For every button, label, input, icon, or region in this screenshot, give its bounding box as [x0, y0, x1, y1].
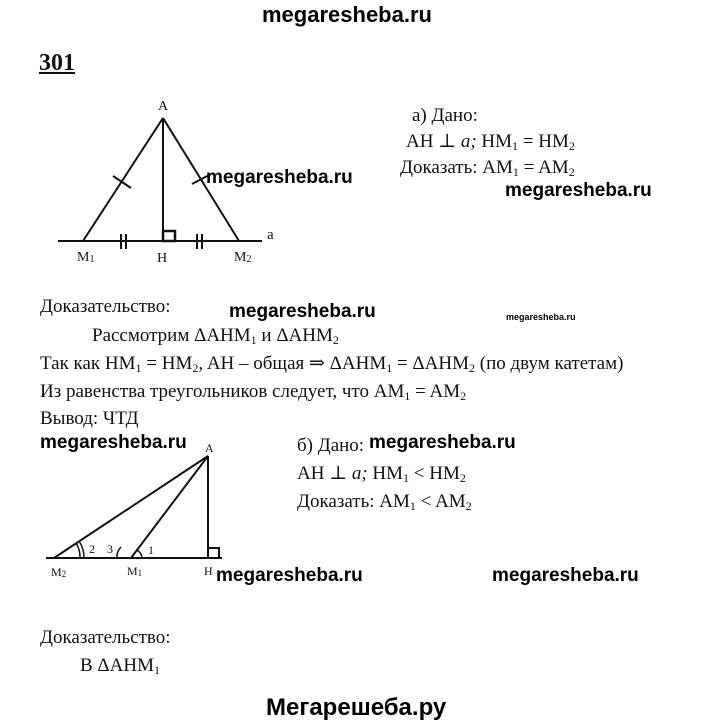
figure-b [46, 456, 222, 558]
watermark-figure-b: megaresheba.ru [216, 565, 363, 586]
watermark-right-b: megaresheba.ru [492, 565, 639, 586]
arc-angle2-2 [76, 543, 80, 558]
part-a-prove: Доказать: $AM_1 = AM_2$ [400, 157, 575, 179]
watermark-tiny: megaresheba.ru [506, 312, 576, 322]
part-a-given: AH ⊥ a; $HM_1 = HM_2$ [406, 131, 575, 153]
proof-b-line1: В $\Delta AHM_1$ [80, 655, 160, 677]
arc-angle1 [137, 550, 142, 558]
problem-number: 301 [39, 50, 75, 76]
tick-am1 [113, 176, 131, 188]
segment-a-m1-b [131, 456, 208, 558]
tick-am2 [192, 174, 211, 184]
label-angle3: 3 [107, 542, 113, 556]
label-angle1: 1 [148, 543, 154, 557]
watermark-figure-a: megaresheba.ru [206, 167, 353, 188]
label-m1-b: M1 [127, 564, 143, 578]
label-line-a: a [267, 227, 274, 243]
label-m1: M1 [77, 250, 95, 265]
segment-a-m1 [83, 118, 163, 241]
footer-watermark: Мегарешеба.ру [266, 694, 447, 721]
proof-a-heading: Доказательство: [40, 296, 171, 317]
watermark-left-b: megaresheba.ru [40, 432, 187, 453]
label-h: H [157, 251, 168, 266]
proof-a-line1: Рассмотрим $\Delta AHM_1$ и $\Delta AHM_2$ [92, 325, 339, 347]
proof-a-line2: Так как $HM_1 = HM_2$, AH – общая ⇒ $\Delta AHM_1 = \Delta AHM_2$ (по двум катетам) [40, 353, 624, 375]
arc-angle3 [117, 547, 121, 558]
part-b-given: AH ⊥ a; $HM_1 < HM_2$ [297, 463, 466, 485]
label-h-b: H [204, 564, 213, 578]
watermark-proof-a: megaresheba.ru [229, 301, 376, 322]
label-m2-b: M2 [51, 565, 67, 579]
proof-a-conclusion: Вывод: ЧТД [40, 408, 139, 429]
proof-a-line3: Из равенства треугольников следует, что $AM_1 = AM_2$ [40, 381, 467, 403]
watermark-top: megaresheba.ru [262, 2, 432, 27]
watermark-right-a: megaresheba.ru [505, 180, 652, 201]
watermark-given-b: megaresheba.ru [369, 432, 516, 453]
label-a-b: A [205, 441, 214, 455]
label-m2: M2 [234, 250, 252, 265]
proof-b-heading: Доказательство: [40, 627, 171, 648]
label-a: A [158, 99, 169, 114]
part-b-prove: Доказать: $AM_1 < AM_2$ [297, 491, 472, 513]
part-a-title: а) Дано: [412, 105, 478, 126]
right-angle-mark-b [208, 548, 219, 558]
right-angle-mark [163, 231, 175, 241]
part-b-title: б) Дано: [297, 435, 365, 456]
segment-a-m2-b [54, 456, 208, 558]
label-angle2: 2 [89, 542, 95, 556]
